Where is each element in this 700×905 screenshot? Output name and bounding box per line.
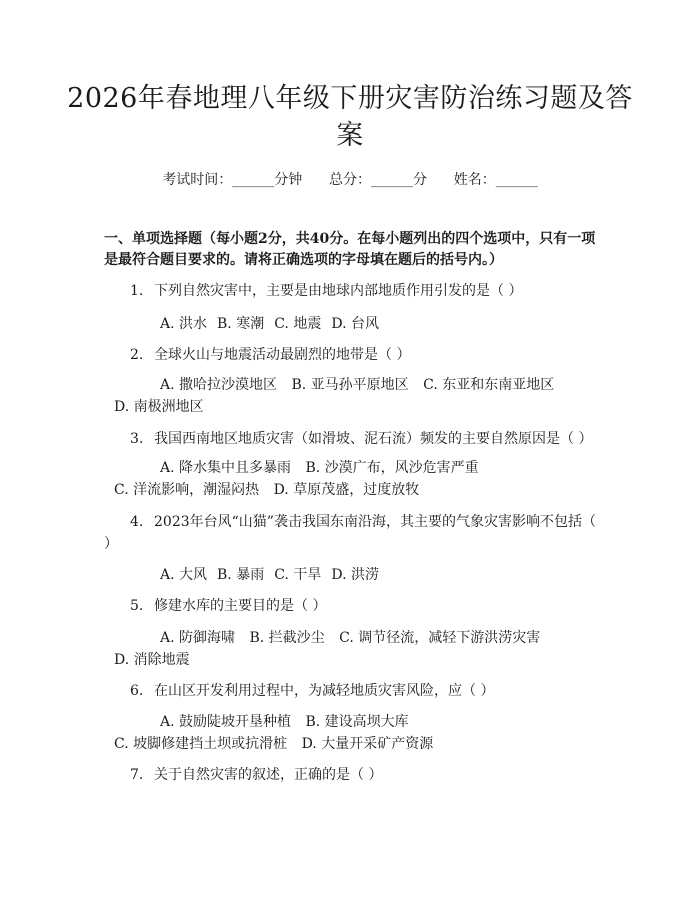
time-blank: ______ xyxy=(232,172,275,188)
question-stem xyxy=(104,511,604,555)
question-number: 2. xyxy=(130,347,144,363)
option-c: C. 干旱 xyxy=(274,567,322,583)
question-stem xyxy=(104,428,604,450)
page-title: 2026年春地理八年级下册灾害防治练习题及答案 xyxy=(67,83,633,151)
option-d: D. 大量开采矿产资源 xyxy=(301,736,434,752)
option-d: D. 消除地震 xyxy=(114,652,190,668)
option-a: A. 防御海啸 xyxy=(160,630,236,646)
question-number: 7. xyxy=(130,767,144,783)
question-number: 5. xyxy=(130,598,144,614)
question-options xyxy=(104,564,594,586)
option-d: D. 南极洲地区 xyxy=(114,399,204,415)
time-label: 考试时间： xyxy=(162,172,233,188)
question-text: 我国西南地区地质灾害（如滑坡、泥石流）频发的主要自然原因是（ ） xyxy=(154,431,593,447)
question-text: 关于自然灾害的叙述，正确的是（ ） xyxy=(154,767,383,783)
option-b: B. 建设高坝大库 xyxy=(305,714,409,730)
option-a: A. 降水集中且多暴雨 xyxy=(160,460,292,476)
option-d: D. 台风 xyxy=(331,316,379,332)
option-c: C. 东亚和东南亚地区 xyxy=(423,377,555,393)
question-options xyxy=(104,457,594,501)
question-options xyxy=(104,374,594,418)
question-options xyxy=(104,711,594,755)
question-text: 修建水库的主要目的是（ ） xyxy=(154,598,327,614)
name-label: 姓名： xyxy=(453,172,496,188)
score-label: 总分： xyxy=(329,172,371,188)
time-unit: 分钟 xyxy=(274,172,303,188)
option-d: D. 草原茂盛，过度放牧 xyxy=(273,482,420,498)
question-options xyxy=(104,627,594,671)
option-b: B. 亚马孙平原地区 xyxy=(291,377,409,393)
option-c: C. 洋流影响，潮湿闷热 xyxy=(114,482,260,498)
option-a: A. 洪水 xyxy=(160,316,208,332)
exam-info-line xyxy=(0,169,700,189)
question-text: 下列自然灾害中，主要是由地球内部地质作用引发的是（ ） xyxy=(154,283,523,299)
question-number: 1. xyxy=(130,283,144,299)
option-a: A. 鼓励陡坡开垦种植 xyxy=(160,714,292,730)
option-a: A. 大风 xyxy=(160,567,208,583)
question-options xyxy=(104,313,594,335)
question-number: 6. xyxy=(130,683,144,699)
question-stem xyxy=(104,280,604,302)
option-b: B. 拦截沙尘 xyxy=(249,630,325,646)
option-b: B. 沙漠广布，风沙危害严重 xyxy=(305,460,479,476)
option-c: C. 调节径流，减轻下游洪涝灾害 xyxy=(339,630,541,646)
question-text: 2023年台风“山猫”袭击我国东南沿海，其主要的气象灾害影响不包括（ ） xyxy=(104,514,596,552)
option-b: B. 暴雨 xyxy=(217,567,265,583)
question-text: 在山区开发利用过程中，为减轻地质灾害风险，应（ ） xyxy=(154,683,495,699)
question-number: 3. xyxy=(130,431,144,447)
name-blank: ______ xyxy=(495,172,538,188)
score-unit: 分 xyxy=(413,172,427,188)
question-stem xyxy=(104,595,604,617)
option-c: C. 坡脚修建挡土坝或抗滑桩 xyxy=(114,736,288,752)
section-heading: 一、单项选择题（每小题2分，共40分。在每小题列出的四个选项中，只有一项是最符合题目要求的。请将正确选项的字母填在题后的括号内。） xyxy=(104,231,596,268)
question-stem xyxy=(104,344,604,366)
option-c: C. 地震 xyxy=(274,316,322,332)
question-stem xyxy=(104,764,604,786)
option-d: D. 洪涝 xyxy=(331,567,379,583)
question-text: 全球火山与地震活动最剧烈的地带是（ ） xyxy=(154,347,411,363)
question-number: 4. xyxy=(130,514,144,530)
score-blank: ______ xyxy=(371,172,413,188)
option-a: A. 撒哈拉沙漠地区 xyxy=(160,377,278,393)
option-b: B. 寒潮 xyxy=(217,316,265,332)
question-stem xyxy=(104,680,604,702)
